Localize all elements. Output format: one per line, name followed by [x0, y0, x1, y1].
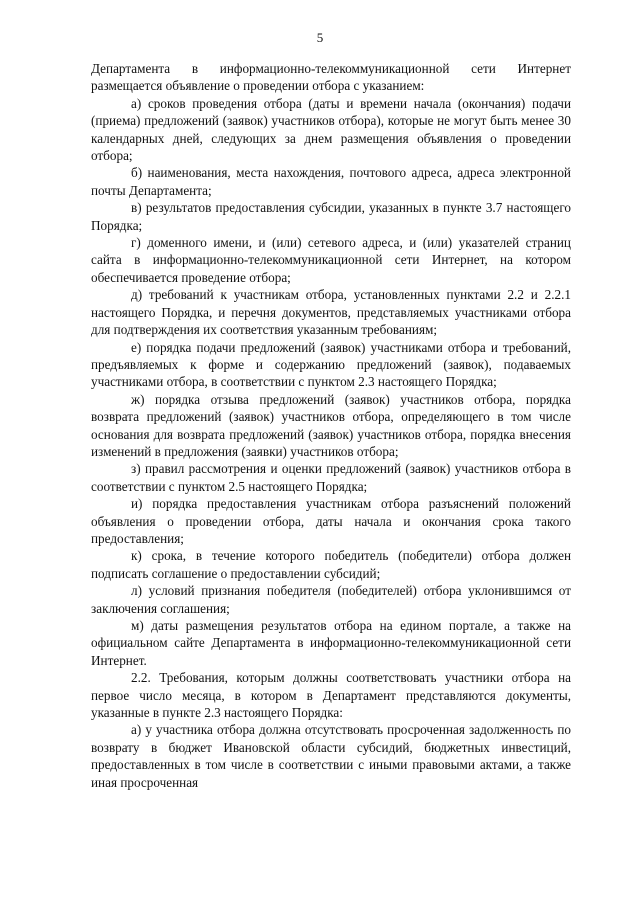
paragraph-item-k: к) срока, в течение которого победитель (победители) отбора должен подписать соглашение о предоставлении субсидий; — [91, 548, 571, 581]
paragraph-item-a: а) сроков проведения отбора (даты и времени начала (окончания) подачи (приема) предложений (заявок) участников отбора), которые не могут быть менее 30 календарных дней, следующих за днем размещения объявления о проведении отбора; — [91, 95, 571, 164]
paragraph-continuation: Департамента в информационно-телекоммуникационной сети Интернет размещается объявление о проведении отбора с указанием: — [91, 61, 571, 94]
paragraph-item-v: в) результатов предоставления субсидии, указанных в пункте 3.7 настоящего Порядка; — [91, 200, 571, 233]
paragraph-section-2-2-item-a: а) у участника отбора должна отсутствовать просроченная задолженность по возврату в бюджет Ивановской области субсидий, бюджетных инвестиций, предоставленных в том числе в соответствии с иными правовыми актами, а также иная просроченная — [91, 722, 571, 790]
paragraph-item-g: г) доменного имени, и (или) сетевого адреса, и (или) указателей страниц сайта в информационно-телекоммуникационной сети Интернет, на котором обеспечивается проведение отбора; — [91, 235, 571, 285]
paragraph-section-2-2: 2.2. Требования, которым должны соответствовать участники отбора на первое число месяца, в котором в Департамент представляются документы, указанные в пункте 2.3 настоящего Порядка: — [91, 670, 571, 721]
paragraph-item-z: з) правил рассмотрения и оценки предложений (заявок) участников отбора в соответствии с пунктом 2.5 настоящего Порядка; — [91, 461, 571, 494]
document-body — [91, 60, 571, 791]
paragraph-item-e: е) порядка подачи предложений (заявок) участниками отбора и требований, предъявляемых к форме и содержанию предложений (заявок), подаваемых участниками отбора, в соответствии с пунктом 2.3 настоящего Порядка; — [91, 339, 571, 390]
paragraph-item-zh: ж) порядка отзыва предложений (заявок) участников отбора, порядка возврата предложений (заявок) участников отбора, определяющего в том числе основания для возврата предложений (заявок) участников отбора, порядка внесения изменений в предложения (заявки) участников отбора; — [91, 391, 571, 459]
paragraph-item-m: м) даты размещения результатов отбора на едином портале, а также на официальном сайте Департамента в информационно-телекоммуникационной сети Интернет. — [91, 618, 571, 668]
page-number: 5 — [316, 30, 324, 45]
paragraph-item-b: б) наименования, места нахождения, почтового адреса, адреса электронной почты Департамента; — [91, 165, 571, 198]
paragraph-item-i: и) порядка предоставления участникам отбора разъяснений положений объявления о проведении отбора, даты начала и окончания срока такого предоставления; — [91, 496, 571, 546]
paragraph-item-d: д) требований к участникам отбора, установленных пунктами 2.2 и 2.2.1 настоящего Порядка, и перечня документов, представляемых участниками отбора для подтверждения их соответствия указанным требованиям; — [91, 287, 571, 338]
paragraph-item-l: л) условий признания победителя (победителей) отбора уклонившимся от заключения соглашения; — [91, 583, 571, 616]
